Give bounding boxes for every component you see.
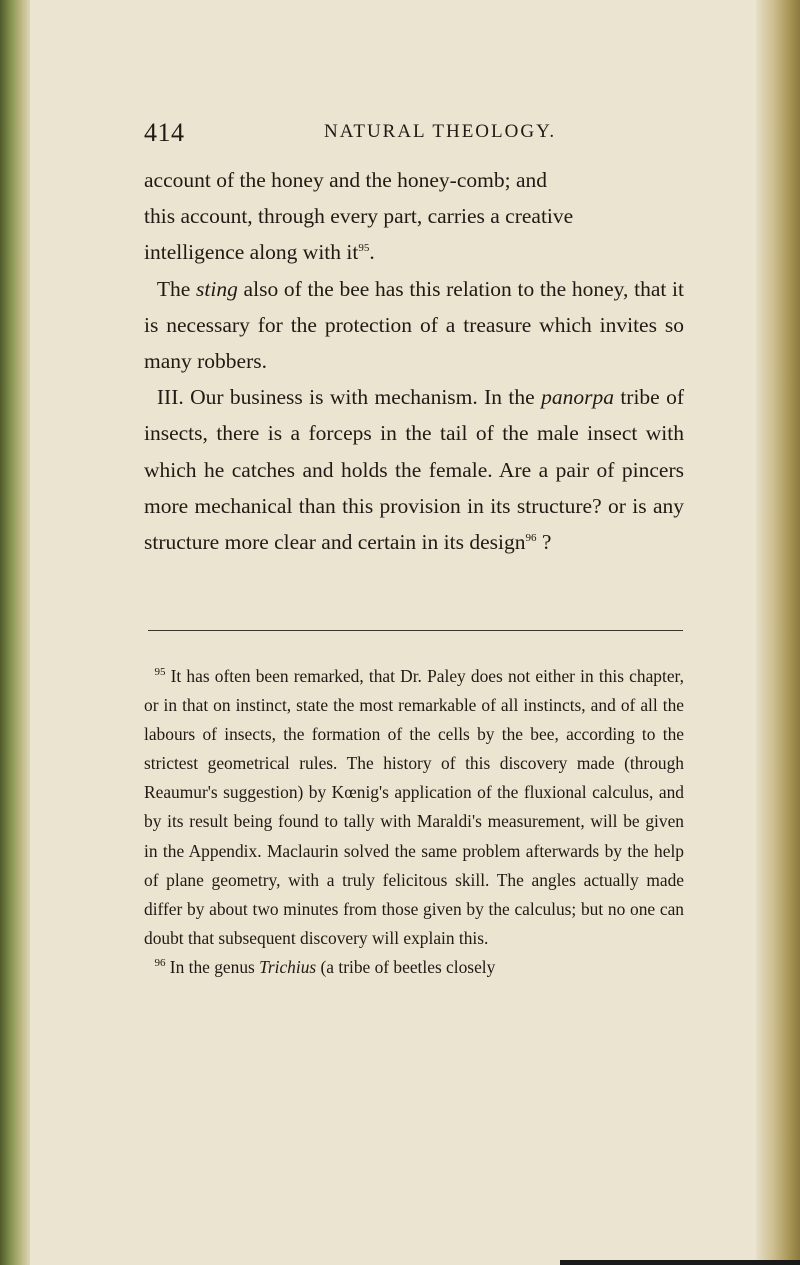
- p1-line1: account of the honey and the honey-comb; and: [144, 168, 547, 192]
- footnote-95: [144, 662, 684, 953]
- p2-rest: also of the bee has this relation to the honey, that it is necessary for the protection of a treasure which invites so many robbers.: [144, 276, 684, 374]
- p3-tail: ?: [536, 530, 552, 555]
- p2-italic: sting: [196, 276, 238, 301]
- footnote-ref-96: 96: [525, 531, 537, 544]
- p1-line3-tail: .: [369, 240, 375, 265]
- page-edge: [756, 0, 800, 1265]
- footnote-ref-95: 95: [358, 242, 370, 255]
- bottom-shadow: [560, 1260, 800, 1265]
- p1-line3: intelligence along with it: [144, 240, 359, 265]
- p3-italic: panorpa: [541, 385, 614, 410]
- p2-lead: The: [156, 276, 197, 301]
- paragraph-3: [144, 379, 684, 560]
- p3-rest: tribe of insects, there is a forceps in the tail of the male insect with which he catches and holds the female. Are a pair of pincers more mechanical than this provision in its structure? or is any structure more clear and certain in its design: [144, 385, 685, 555]
- page-number: 414: [144, 118, 185, 147]
- running-title: NATURAL THEOLOGY.: [324, 121, 557, 142]
- main-text: [144, 162, 684, 560]
- footnote-96-rest: (a tribe of beetles closely: [316, 956, 496, 977]
- book-binding-edge: [0, 0, 30, 1265]
- footnote-96: [144, 953, 684, 982]
- p1-line2: this account, through every part, carries a creative: [144, 204, 574, 229]
- footnote-96-lead: In the genus: [165, 956, 260, 977]
- footnote-95-marker: 95: [154, 666, 166, 679]
- paragraph-2: [144, 271, 684, 380]
- footnote-96-marker: 96: [154, 957, 166, 970]
- paragraph-1: [144, 162, 684, 271]
- footnote-95-text: It has often been remarked, that Dr. Paley does not either in this chapter, or in that on instinct, state the most remarkable of all instincts, and of all the labours of insects, the formation of the cells by the bee, according to the strictest geometrical rules. The history of this discovery made (through Reaumur's suggestion) by Kœnig's application of the fluxional calculus, and by its result being found to tally with Maraldi's measurement, will be given in the Appendix. Maclaurin solved the same problem afterwards by the help of plane geometry, with a truly felicitous skill. The angles actually made differ by about two minutes from those given by the calculus; but no one can doubt that subsequent discovery will explain this.: [144, 666, 684, 948]
- footnote-divider: [148, 630, 683, 631]
- p3-lead: III. Our business is with mechanism. In the: [156, 385, 542, 410]
- footnote-96-italic: Trichius: [259, 956, 317, 977]
- footnotes: [144, 662, 684, 982]
